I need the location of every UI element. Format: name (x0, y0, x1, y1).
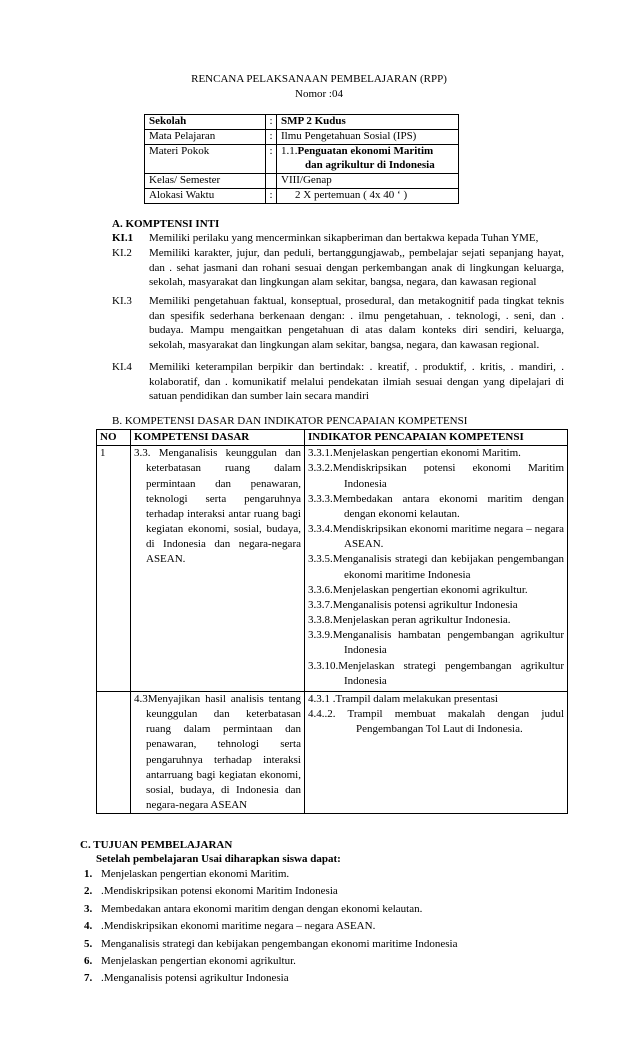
list-item (84, 971, 604, 988)
list-text: .Mendiskripsikan potensi ekonomi Maritim Indonesia (101, 885, 338, 898)
list-item (84, 884, 604, 901)
objective-list (84, 867, 604, 989)
list-item (84, 937, 604, 954)
ki-item (112, 360, 564, 404)
ki-text: Memiliki karakter, jujur, dan peduli, bertanggungjawab,, pembelajar sejati sepanjang hayat, dan . sehat jasmani dan rohani sesuai dengan perkembangan anak di lingkungan keluarga, sekolah, masyarakat dan lingkungan alam sekitar, bangsa, negara, dan kawasan regional (149, 247, 564, 289)
list-item (84, 954, 604, 971)
info-separator: : (266, 115, 277, 130)
section-c-title: C. TUJUAN PEMBELAJARAN (80, 839, 233, 851)
info-label: Sekolah (145, 115, 266, 130)
list-number: 3. (84, 902, 93, 915)
row-number: 1 (97, 446, 131, 692)
info-row-kelas (145, 173, 459, 188)
ki-item (112, 231, 564, 246)
table-row (97, 691, 568, 813)
document-title: RENCANA PELAKSANAAN PEMBELAJARAN (RPP) (191, 73, 447, 85)
info-value-line2: dan agrikultur di Indonesia (305, 158, 435, 171)
list-item (84, 867, 604, 884)
section-a-title: A. KOMPTENSI INTI (112, 218, 220, 230)
info-label: Mata Pelajaran (145, 130, 266, 145)
info-separator: : (266, 188, 277, 203)
list-number: 4. (84, 920, 93, 933)
info-separator: : (266, 145, 277, 174)
header-no: NO (97, 430, 131, 446)
section-b-title: B. KOMPETENSI DASAR DAN INDIKATOR PENCAPAIAN KOMPETENSI (112, 415, 468, 427)
indicator-item: 4.4..2. Trampil membuat makalah dengan judul Pengembangan Tol Laut di Indonesia. (308, 708, 564, 736)
list-text: .Menganalisis potensi agrikultur Indonesia (101, 972, 289, 985)
kd-cell (131, 691, 305, 813)
indicator-item: 3.3.7.Menganalisis potensi agrikultur Indonesia (308, 598, 518, 611)
list-text: Menganalisis strategi dan kebijakan pengembangan ekonomi maritime Indonesia (101, 937, 458, 950)
ki-item (112, 246, 564, 290)
kd-text: 4.3Menyajikan hasil analisis tentang keunggulan dan keterbatasan ruang dalam permintaan dan penawaran, tehnologi serta pengaruhnya terhadap interaksi antarruang bagi kegiatan ekonomi, sosial, budaya, di Indonesia dan negara-negara ASEAN (134, 692, 301, 812)
info-label: Alokasi Waktu (145, 188, 266, 203)
list-text: Menjelaskan pengertian ekonomi Maritim. (101, 868, 290, 880)
kd-cell (131, 446, 305, 692)
ki-code: KI.4 (112, 361, 132, 373)
header-indicator: INDIKATOR PENCAPAIAN KOMPETENSI (305, 430, 568, 446)
info-value: 2 X pertemuan ( 4x 40 ‘ ) (277, 188, 459, 203)
ki-code: KI.2 (112, 247, 132, 259)
info-label: Kelas/ Semester (145, 173, 266, 188)
list-number: 5. (84, 937, 93, 950)
list-text: Menjelaskan pengertian ekonomi agrikultur. (101, 954, 296, 967)
ki-item (112, 294, 564, 353)
list-number: 2. (84, 885, 93, 898)
document-number: Nomor :04 (295, 88, 343, 100)
info-value: SMP 2 Kudus (277, 115, 459, 130)
row-number (97, 691, 131, 813)
list-number: 1. (84, 868, 93, 880)
info-value: VIII/Genap (277, 173, 459, 188)
info-separator (266, 173, 277, 188)
indicator-item: 3.3.2.Mendiskripsikan potensi ekonomi Maritim Indonesia (308, 462, 564, 490)
info-row-materi (145, 145, 459, 174)
ki-code: KI.1 (112, 232, 134, 244)
indicator-item: 3.3.9.Menganalisis hambatan pengembangan agrikultur Indonesia (308, 629, 564, 657)
info-value: Ilmu Pengetahuan Sosial (IPS) (277, 130, 459, 145)
list-item (84, 919, 604, 936)
list-number: 7. (84, 972, 93, 985)
info-value (277, 145, 459, 174)
indicator-item: 3.3.1.Menjelaskan pengertian ekonomi Maritim. (308, 447, 521, 460)
ki-text: Memiliki pengetahuan faktual, konseptual, prosedural, dan metakognitif pada tingkat teknis dan spesifik sederhana berkenaan dengan: . ilmu pengetahuan, . teknologi, . seni, dan . budaya. Mampu mengaitkan pengetahuan di atas dalam konteks diri sendiri, keluarga, sekolah, masyarakat dan lingkungan alam sekitar, bangsa, negara, dan kawasan regional. (149, 295, 564, 351)
list-item (84, 902, 604, 919)
list-text: .Mendiskripsikan ekonomi maritime negara – negara ASEAN. (101, 920, 376, 933)
indicator-item: 3.3.3.Membedakan antara ekonomi maritim dengan dengan ekonomi kelautan. (308, 492, 564, 520)
indicator-item: 3.3.6.Menjelaskan pengertian ekonomi agrikultur. (308, 583, 528, 596)
info-value-line1: Penguatan ekonomi Maritim (297, 145, 434, 157)
table-row (97, 446, 568, 692)
header-kd: KOMPETENSI DASAR (131, 430, 305, 446)
info-row-alokasi (145, 188, 459, 203)
ki-text: Memiliki perilaku yang mencerminkan sikapberiman dan bertakwa kepada Tuhan YME, (149, 232, 539, 244)
kd-text: 3.3. Menganalisis keunggulan dan keterbatasan ruang dalam permintaan dan penawaran, teknologi serta pengaruhnya terhadap interaksi antar ruang bagi kegiatan ekonomi, sosial, budaya, di Indonesia dan negara-negara ASEAN. (134, 447, 301, 566)
info-row-sekolah (145, 115, 459, 130)
indicator-cell (305, 446, 568, 692)
indicator-cell (305, 691, 568, 813)
competency-table (96, 429, 568, 814)
section-c-subtitle: Setelah pembelajaran Usai diharapkan siswa dapat: (96, 853, 341, 865)
indicator-item: 4.3.1 .Trampil dalam melakukan presentasi (308, 692, 498, 705)
list-number: 6. (84, 954, 93, 967)
info-row-mapel (145, 130, 459, 145)
table-header-row (97, 430, 568, 446)
info-table (144, 114, 459, 204)
info-value-prefix: 1.1. (281, 145, 298, 157)
indicator-item: 3.3.5.Menganalisis strategi dan kebijakan pengembangan ekonomi maritime Indonesia (308, 553, 564, 581)
indicator-item: 3.3.8.Menjelaskan peran agrikultur Indonesia. (308, 614, 511, 627)
info-separator: : (266, 130, 277, 145)
info-label: Materi Pokok (145, 145, 266, 174)
indicator-item: 3.3.10.Menjelaskan strategi pengembangan agrikultur Indonesia (308, 659, 564, 687)
indicator-item: 3.3.4.Mendiskripsikan ekonomi maritime negara – negara ASEAN. (308, 523, 564, 551)
ki-text: Memiliki keterampilan berpikir dan bertindak: . kreatif, . produktif, . kritis, . mandiri, . kolaboratif, dan . komunikatif melalui pendekatan ilmiah sesuai dengan yang dipelajari di satuan pendidikan dan sumber lain secara mandiri (149, 361, 564, 403)
ki-code: KI.3 (112, 295, 132, 307)
list-text: Membedakan antara ekonomi maritim dengan dengan ekonomi kelautan. (101, 902, 423, 915)
